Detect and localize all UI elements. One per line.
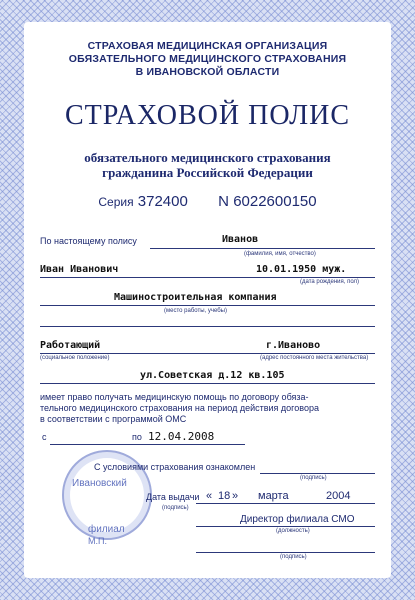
- holder-intro: По настоящему полису: [40, 236, 137, 246]
- document-title: СТРАХОВОЙ ПОЛИС: [64, 100, 351, 131]
- subtitle-line-1: обязательного медицинского страхования: [84, 150, 331, 165]
- issue-year: 2004: [326, 490, 351, 502]
- issue-day: 18: [218, 490, 231, 502]
- rights-line-1: имеет право получать медицинскую помощь по договору обяза-: [40, 392, 309, 402]
- holder-status: Работающий: [40, 340, 101, 351]
- address-caption: (адрес постоянного места жительства): [260, 355, 369, 361]
- rights-line-3: в соответствии с программой ОМС: [40, 414, 187, 424]
- holder-workplace: Машиностроительная компания: [114, 292, 277, 303]
- series-label: Серия: [98, 195, 134, 209]
- number-value: 6022600150: [233, 193, 317, 210]
- rights-line-2: тельного медицинского страхования на период действия договора: [40, 403, 319, 413]
- holder-name: Иван Иванович: [40, 264, 119, 275]
- status-caption: (социальное положение): [40, 355, 110, 361]
- holder-surname: Иванов: [222, 234, 259, 245]
- number-label: N: [218, 193, 230, 210]
- validity-to-value: 12.04.2008: [148, 430, 215, 443]
- org-line-1: СТРАХОВАЯ МЕДИЦИНСКАЯ ОРГАНИЗАЦИЯ: [87, 40, 328, 52]
- stamp-line-3: М.П.: [88, 536, 107, 546]
- series-row: [24, 193, 391, 210]
- signatory-sign-caption: (подпись): [280, 554, 307, 560]
- stamp-line-1: Ивановский: [72, 478, 127, 489]
- surname-caption: (фамилия, имя, отчество): [244, 251, 316, 257]
- validity-to-label: по: [132, 432, 142, 442]
- stamp-line-2: филиал: [88, 524, 125, 535]
- signatory-role: Директор филиала СМО: [240, 514, 355, 525]
- subtitle-line-2: гражданина Российской Федерации: [102, 165, 313, 180]
- acknowledged-sign-caption: (подпись): [300, 475, 327, 481]
- issue-label: Дата выдачи: [146, 492, 200, 502]
- holder-street: ул.Советская д.12 кв.105: [140, 370, 285, 381]
- validity-from-label: с: [42, 432, 47, 442]
- birth-caption: (дата рождения, пол): [300, 279, 360, 285]
- holder-city: г.Иваново: [266, 340, 321, 351]
- acknowledged-label: С условиями страхования ознакомлен: [94, 462, 256, 472]
- holder-birth-sex: 10.01.1950 муж.: [256, 264, 347, 275]
- issue-month: марта: [258, 490, 289, 502]
- workplace-caption: (место работы, учебы): [164, 308, 227, 314]
- series-value: 372400: [137, 193, 188, 210]
- issue-sign-caption: (подпись): [162, 505, 189, 511]
- signatory-role-caption: (должность): [276, 528, 310, 534]
- org-line-2: ОБЯЗАТЕЛЬНОГО МЕДИЦИНСКОГО СТРАХОВАНИЯ: [68, 53, 347, 65]
- org-line-3: В ИВАНОВСКОЙ ОБЛАСТИ: [135, 66, 280, 78]
